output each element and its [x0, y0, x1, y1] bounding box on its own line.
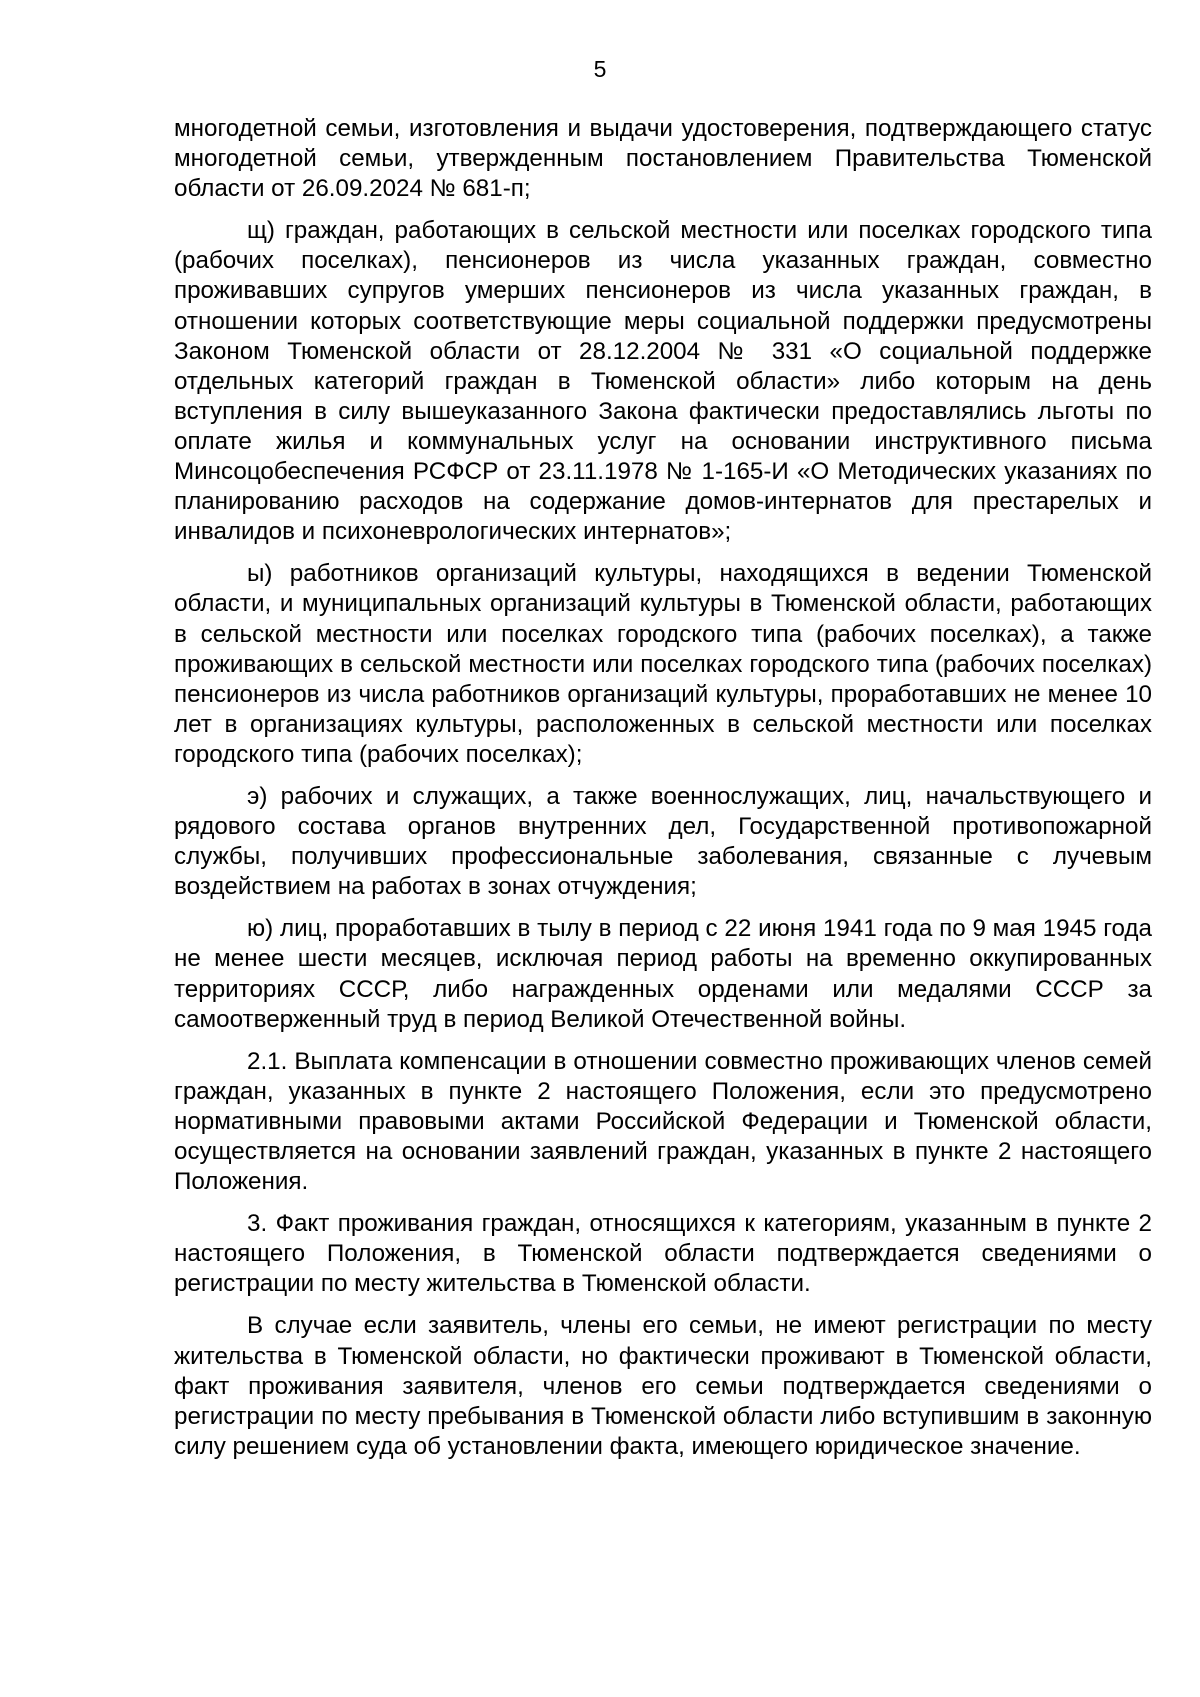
paragraph-item-yu: ю) лиц, проработавших в тылу в период с 22 июня 1941 года по 9 мая 1945 года не менее шести месяцев, исключая период работы на временно оккупированных территориях СССР, либо награжденных орденами или медалями СССР за самоотверженный труд в период Великой Отечественной войны. — [174, 915, 1152, 1033]
paragraph-item-shch: щ) граждан, работающих в сельской местности или поселках городского типа (рабочих поселках), пенсионеров из числа указанных граждан, совместно проживавших супругов умерших пенсионеров из числа указанных граждан, в отношении которых соответствующие меры социальной поддержки предусмотрены Законом Тюменской области от 28.12.2004 № 331 «О социальной поддержке отдельных категорий граждан в Тюменской области» либо которым на день вступления в силу вышеуказанного Закона фактически предоставлялись льготы по оплате жилья и коммунальных услуг на основании инструктивного письма Минсоцобеспечения РСФСР от 23.11.1978 № 1-165-И «О Методических указаниях по планированию расходов на содержание домов-интернатов для престарелых и инвалидов и психоневрологических интернатов»; — [174, 217, 1152, 546]
paragraph-item-y: ы) работников организаций культуры, находящихся в ведении Тюменской области, и муниципальных организаций культуры в Тюменской области, работающих в сельской местности или поселках городского типа (рабочих поселках), а также проживающих в сельской местности или поселках городского типа (рабочих поселках) пенсионеров из числа работников организаций культуры, проработавших не менее 10 лет в организациях культуры, расположенных в сельской местности или поселках городского типа (рабочих поселках); — [174, 560, 1152, 768]
document-body — [174, 114, 1152, 1474]
paragraph-no-registration: В случае если заявитель, члены его семьи, не имеют регистрации по месту жительства в Тюменской области, но фактически проживают в Тюменской области, факт проживания заявителя, членов его семьи подтверждается сведениями о регистрации по месту пребывания в Тюменской области либо вступившим в законную силу решением суда об установлении факта, имеющего юридическое значение. — [174, 1312, 1152, 1460]
paragraph-section-3: 3. Факт проживания граждан, относящихся к категориям, указанным в пункте 2 настоящего Положения, в Тюменской области подтверждается сведениями о регистрации по месту жительства в Тюменской области. — [174, 1210, 1152, 1298]
paragraph-section-2-1: 2.1. Выплата компенсации в отношении совместно проживающих членов семей граждан, указанных в пункте 2 настоящего Положения, если это предусмотрено нормативными правовыми актами Российской Федерации и Тюменской области, осуществляется на основании заявлений граждан, указанных в пункте 2 настоящего Положения. — [174, 1047, 1152, 1196]
paragraph-continuation: многодетной семьи, изготовления и выдачи удостоверения, подтверждающего статус многодетной семьи, утвержденным постановлением Правительства Тюменской области от 26.09.2024 № 681-п; — [174, 115, 1152, 203]
page-number: 5 — [593, 56, 607, 82]
paragraph-item-e: э) рабочих и служащих, а также военнослужащих, лиц, начальствующего и рядового состава органов внутренних дел, Государственной противопожарной службы, получивших профессиональные заболевания, связанные с лучевым воздействием на работах в зонах отчуждения; — [174, 782, 1152, 901]
